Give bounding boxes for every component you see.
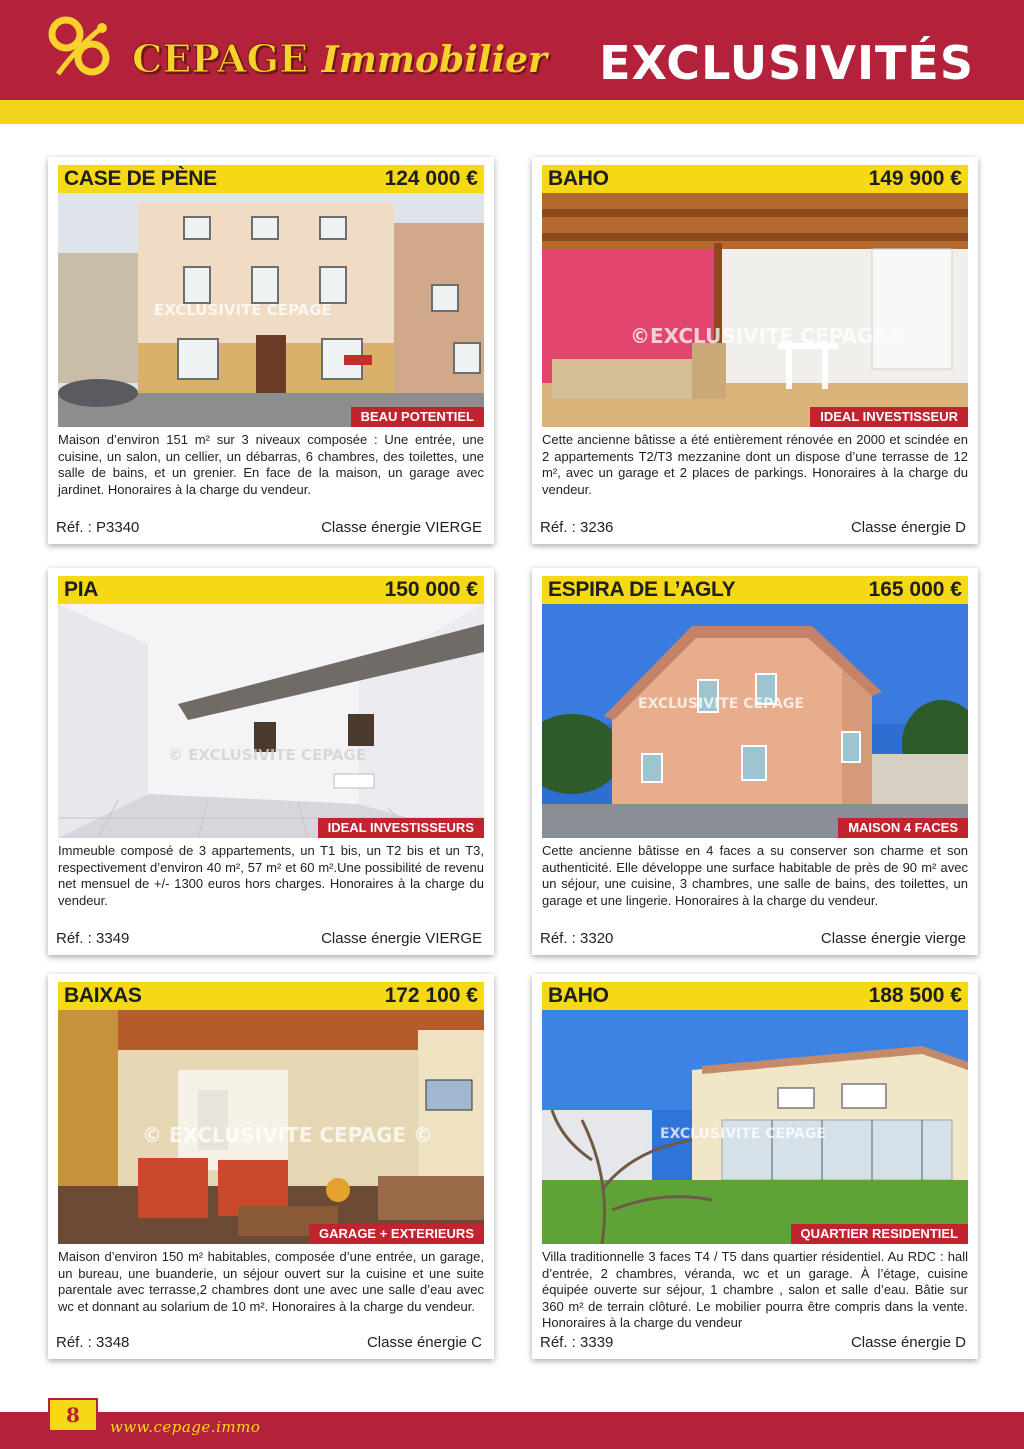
listing-town: CASE DE PÈNE <box>64 167 217 190</box>
watermark-text: EXCLUSIVITE CEPAGE <box>154 301 332 319</box>
listing-description: Maison d’environ 150 m² habitables, composée d’une entrée, un garage, un bureau, une buanderie, un séjour ouvert sur la cuisine et une suite parentale avec terrasse,2 chambres dont une avec une salle d’eau avec wc et donnant au solarium de 10 m². Honoraires à la charge du vendeur. <box>58 1249 484 1314</box>
listing-title-bar <box>542 982 968 1010</box>
listing-tag: QUARTIER RESIDENTIEL <box>791 1224 968 1244</box>
listing-card[interactable] <box>48 974 494 1359</box>
house-exterior-photo <box>542 604 968 838</box>
listing-ref: Réf. : 3339 <box>540 1334 614 1351</box>
listing-energy-class: Classe énergie C <box>366 1334 482 1351</box>
watermark-text: ©EXCLUSIVITE CEPAGE© <box>630 324 908 348</box>
living-room-photo <box>58 1010 484 1244</box>
listing-ref: Réf. : 3236 <box>540 519 614 536</box>
listing-price: 188 500 € <box>868 984 962 1007</box>
listing-footer <box>56 1334 482 1351</box>
listing-tag: MAISON 4 FACES <box>838 818 968 838</box>
listing-footer <box>540 1334 966 1351</box>
listing-footer <box>540 930 966 947</box>
listing-photo[interactable] <box>58 1010 484 1244</box>
watermark-text: EXCLUSIVITE CEPAGE <box>660 1126 826 1142</box>
listing-price: 150 000 € <box>384 578 478 601</box>
watermark-text: © EXCLUSIVITE CEPAGE <box>168 746 367 764</box>
listing-description: Villa traditionnelle 3 faces T4 / T5 dans quartier résidentiel. Au RDC : hall d’entrée, 2 chambres, véranda, wc et un garage. À l’étage, cuisine équipée ouverte sur séjour, 1 chambre , salon et salle d’eau. Bâtie sur 360 m² de terrain clôturé. Le mobilier pourra être compris dans la vente. Honoraires à la charge du vendeur <box>542 1249 968 1330</box>
brand-name <box>132 36 547 86</box>
listing-price: 149 900 € <box>868 167 962 190</box>
listing-card[interactable] <box>48 568 494 955</box>
listing-footer <box>56 930 482 947</box>
watermark-text: © EXCLUSIVITE CEPAGE © <box>142 1123 433 1147</box>
listing-title-bar <box>58 576 484 604</box>
listing-photo[interactable] <box>58 193 484 427</box>
cepage-logo-icon <box>44 14 116 86</box>
listing-energy-class: Classe énergie VIERGE <box>321 930 482 947</box>
listing-description: Cette ancienne bâtisse a été entièrement rénovée en 2000 et scindée en 2 appartements T2/T3 mezzanine dont un dispose d’une terrasse de 12 m², avec un garage et 2 places de parkings. Honoraires à la charge du vendeur. <box>542 432 968 497</box>
listing-town: ESPIRA DE L’AGLY <box>548 578 736 601</box>
house-facade-photo <box>58 193 484 427</box>
listing-card[interactable] <box>532 568 978 955</box>
villa-garden-photo <box>542 1010 968 1244</box>
listing-card[interactable] <box>48 157 494 544</box>
listing-ref: Réf. : 3348 <box>56 1334 130 1351</box>
website-link[interactable]: www.cepage.immo <box>110 1418 261 1436</box>
listing-footer <box>56 519 482 536</box>
listing-description: Immeuble composé de 3 appartements, un T1 bis, un T2 bis et un T3, respectivement d’environ 40 m², 57 m² et 60 m².Une possibilité de revenu net mensuel de +/- 1300 euros hors charges. Honoraires à la charge du vendeur. <box>58 843 484 908</box>
listing-photo[interactable] <box>542 604 968 838</box>
listing-ref: Réf. : P3340 <box>56 519 140 536</box>
listing-photo[interactable] <box>542 193 968 427</box>
listing-price: 165 000 € <box>868 578 962 601</box>
page-header <box>0 0 1024 100</box>
listing-description: Maison d’environ 151 m² sur 3 niveaux composée : Une entrée, une cuisine, un salon, un cellier, un débarras, 6 chambres, des toilettes, une salle de bains, et un grenier. En face de la maison, un garage avec jardinet. Honoraires à la charge du vendeur. <box>58 432 484 497</box>
listing-tag: GARAGE + EXTERIEURS <box>309 1224 484 1244</box>
brand-script: Immobilier <box>321 39 548 81</box>
living-room-photo <box>542 193 968 427</box>
listing-town: BAIXAS <box>64 984 142 1007</box>
listing-tag: IDEAL INVESTISSEUR <box>810 407 968 427</box>
listing-energy-class: Classe énergie VIERGE <box>321 519 482 536</box>
listing-title-bar <box>542 165 968 193</box>
listing-card[interactable] <box>532 974 978 1359</box>
listing-price: 124 000 € <box>384 167 478 190</box>
listing-energy-class: Classe énergie vierge <box>820 930 966 947</box>
listing-energy-class: Classe énergie D <box>850 1334 966 1351</box>
listing-price: 172 100 € <box>384 984 478 1007</box>
header-yellow-band <box>0 100 1024 124</box>
listing-photo[interactable] <box>542 1010 968 1244</box>
listing-ref: Réf. : 3320 <box>540 930 614 947</box>
listing-description: Cette ancienne bâtisse en 4 faces a su conserver son charme et son authenticité. Elle développe une surface habitable de près de 90 m² avec un séjour, une cuisine, 3 chambres, une salle de bains, des toilettes, un garage et une lingerie. Honoraires à la charge du vendeur. <box>542 843 968 908</box>
listing-title-bar <box>58 982 484 1010</box>
listing-tag: IDEAL INVESTISSEURS <box>318 818 484 838</box>
listing-card[interactable] <box>532 157 978 544</box>
listing-town: PIA <box>64 578 99 601</box>
listing-photo[interactable] <box>58 604 484 838</box>
page-number: 8 <box>50 1400 96 1430</box>
listing-town: BAHO <box>548 984 609 1007</box>
watermark-text: EXCLUSIVITE CEPAGE <box>638 696 804 712</box>
listing-tag: BEAU POTENTIEL <box>351 407 484 427</box>
listing-title-bar <box>542 576 968 604</box>
section-title: EXCLUSIVITÉS <box>599 36 974 90</box>
interior-room-photo <box>58 604 484 838</box>
listing-footer <box>540 519 966 536</box>
listing-ref: Réf. : 3349 <box>56 930 130 947</box>
brand-main: CEPAGE <box>132 36 308 81</box>
listing-title-bar <box>58 165 484 193</box>
listing-town: BAHO <box>548 167 609 190</box>
listing-energy-class: Classe énergie D <box>850 519 966 536</box>
